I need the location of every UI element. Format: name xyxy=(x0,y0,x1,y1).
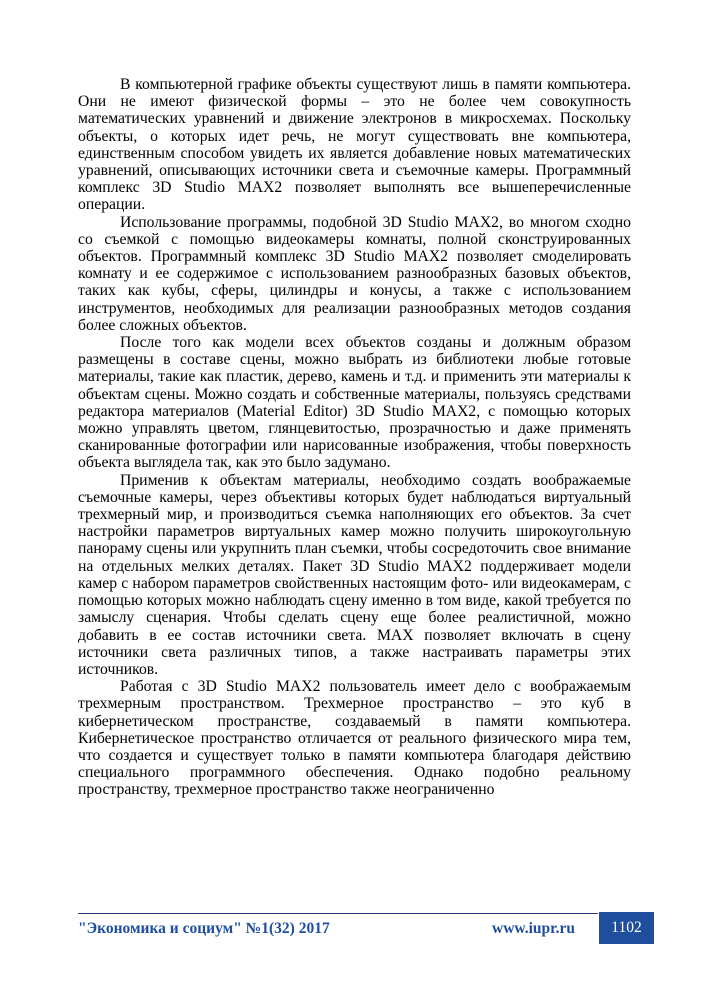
footer-website-link[interactable]: www.iupr.ru xyxy=(492,920,575,937)
paragraph: Работая с 3D Studio MAX2 пользователь имеет дело с воображаемым трехмерным пространством. Трехмерное пространство – это куб в кибернетическом пространстве, создаваемый в памяти компьютера. Кибернетическое пространство отличается от реального физического мира тем, что создается и существует только в памяти компьютера благодаря действию специального программного обеспечения. Однако подобно реальному пространству, трехмерное пространство также неограниченно xyxy=(78,678,631,799)
paragraph: Использование программы, подобной 3D Studio MAX2, во многом сходно со съемкой с помощью видеокамеры комнаты, полной сконструированных объектов. Программный комплекс 3D Studio MAX2 позволяет смоделировать комнату и ее содержимое с использованием разнообразных базовых объектов, таких как кубы, сферы, цилиндры и конусы, а также с использованием инструментов, необходимых для реализации разнообразных методов создания более сложных объектов. xyxy=(78,213,631,334)
page-number: 1102 xyxy=(611,919,642,936)
footer-journal-title: "Экономика и социум" №1(32) 2017 xyxy=(78,920,330,937)
footer-divider xyxy=(78,913,598,914)
paragraph: В компьютерной графике объекты существуют лишь в памяти компьютера. Они не имеют физической формы – это не более чем совокупность математических уравнений и движение электронов в микросхемах. Поскольку объекты, о которых идет речь, не могут существовать вне компьютера, единственным способом увидеть их является добавление новых математических уравнений, описывающих источники света и съемочные камеры. Программный комплекс 3D Studio MAX2 позволяет выполнять все вышеперечисленные операции. xyxy=(78,76,631,214)
article-body xyxy=(78,76,631,799)
page-number-badge xyxy=(599,912,654,944)
paragraph: После того как модели всех объектов созданы и должным образом размещены в составе сцены, можно выбрать из библиотеки любые готовые материалы, такие как пластик, дерево, камень и т.д. и применить эти материалы к объектам сцены. Можно создать и собственные материалы, пользуясь средствами редактора материалов (Material Editor) 3D Studio MAX2, с помощью которых можно управлять цветом, глянцевитостью, прозрачностью и даже применять сканированные фотографии или нарисованные изображения, чтобы поверхность объекта выглядела так, как это было задумано. xyxy=(78,334,631,472)
paragraph: Применив к объектам материалы, необходимо создать воображаемые съемочные камеры, через объективы которых будет наблюдаться виртуальный трехмерный мир, и производиться съемка наполняющих его объектов. За счет настройки параметров виртуальных камер можно получить широкоугольную панораму сцены или укрупнить план съемки, чтобы сосредоточить свое внимание на отдельных мелких деталях. Пакет 3D Studio MAX2 поддерживает модели камер с набором параметров свойственных настоящим фото- или видеокамерам, с помощью которых можно наблюдать сцену именно в том виде, какой требуется по замыслу сценария. Чтобы сделать сцену еще более реалистичной, можно добавить в ее состав источники света. MAX позволяет включать в сцену источники света различных типов, а также настраивать параметры этих источников. xyxy=(78,471,631,678)
